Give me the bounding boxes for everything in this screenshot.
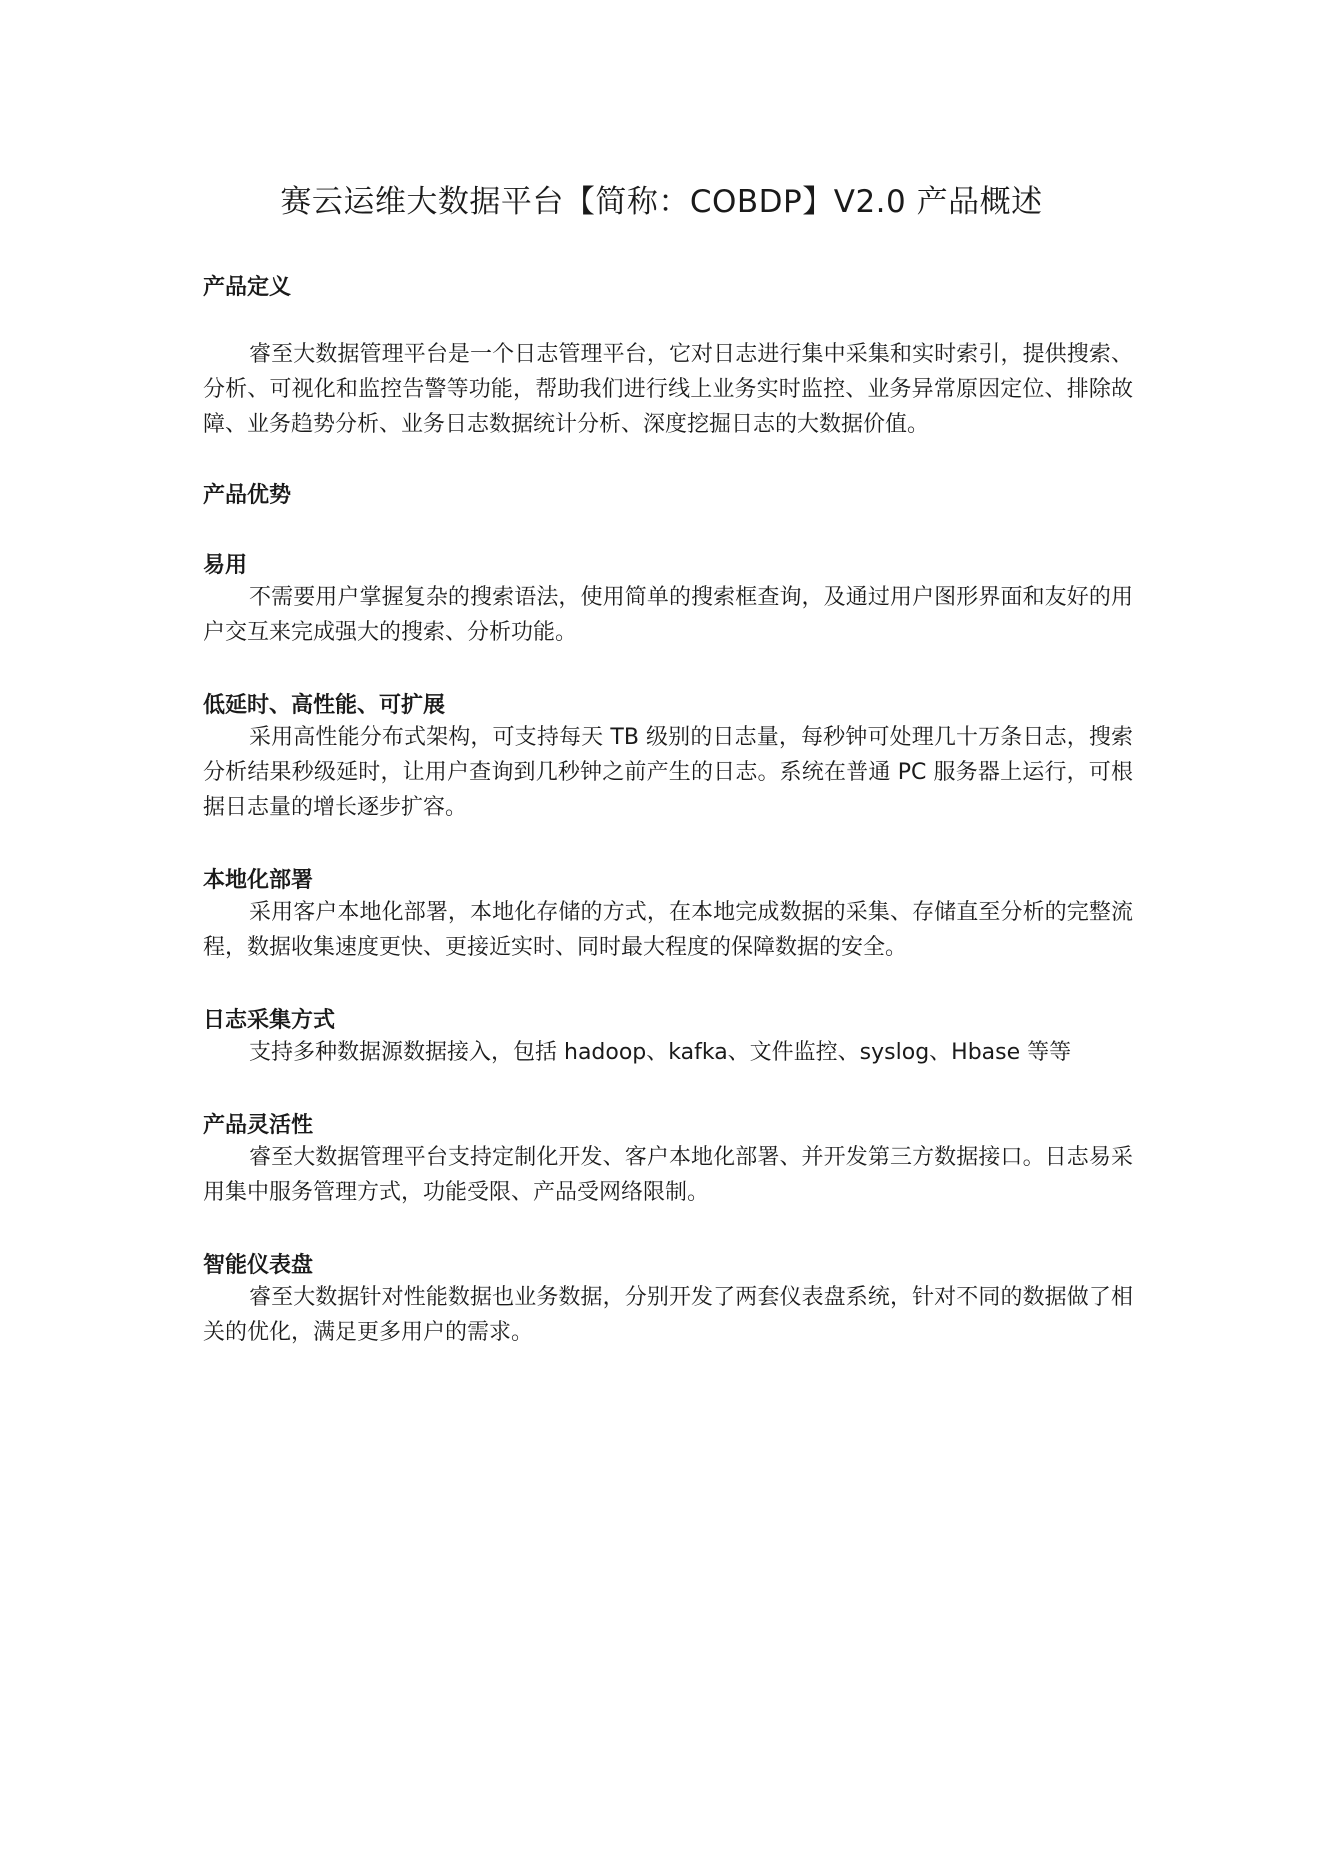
section-body-flexibility: 睿至大数据管理平台支持定制化开发、客户本地化部署、并开发第三方数据接口。日志易采用集中服务管理方式，功能受限、产品受网络限制。	[203, 1145, 1133, 1205]
section-body-local-deployment: 采用客户本地化部署，本地化存储的方式，在本地完成数据的采集、存储直至分析的完整流程，数据收集速度更快、更接近实时、同时最大程度的保障数据的安全。	[203, 900, 1133, 960]
section-heading-performance: 低延时、高性能、可扩展	[203, 693, 446, 718]
document-title: 赛云运维大数据平台【简称：COBDP】V2.0 产品概述	[280, 184, 1043, 220]
section-heading-product-definition: 产品定义	[203, 275, 292, 300]
section-heading-smart-dashboard: 智能仪表盘	[203, 1253, 314, 1278]
section-heading-product-advantages: 产品优势	[203, 483, 292, 508]
section-heading-easy-to-use: 易用	[203, 553, 248, 578]
section-body-product-definition: 睿至大数据管理平台是一个日志管理平台，它对日志进行集中采集和实时索引，提供搜索、分析、可视化和监控告警等功能，帮助我们进行线上业务实时监控、业务异常原因定位、排除故障、业务趋势分析、业务日志数据统计分析、深度挖掘日志的大数据价值。	[203, 342, 1133, 437]
section-heading-local-deployment: 本地化部署	[203, 868, 314, 893]
section-body-easy-to-use: 不需要用户掌握复杂的搜索语法，使用简单的搜索框查询，及通过用户图形界面和友好的用户交互来完成强大的搜索、分析功能。	[203, 585, 1133, 645]
section-body-log-collection: 支持多种数据源数据接入，包括 hadoop、kafka、文件监控、syslog、Hbase 等等	[249, 1040, 1072, 1065]
section-body-performance: 采用高性能分布式架构，可支持每天 TB 级别的日志量，每秒钟可处理几十万条日志，搜索分析结果秒级延时，让用户查询到几秒钟之前产生的日志。系统在普通 PC 服务器上运行，可根据日志量的增长逐步扩容。	[203, 725, 1133, 820]
section-heading-log-collection: 日志采集方式	[203, 1008, 336, 1033]
section-heading-flexibility: 产品灵活性	[203, 1113, 314, 1138]
section-body-smart-dashboard: 睿至大数据针对性能数据也业务数据，分别开发了两套仪表盘系统，针对不同的数据做了相关的优化，满足更多用户的需求。	[203, 1285, 1133, 1345]
